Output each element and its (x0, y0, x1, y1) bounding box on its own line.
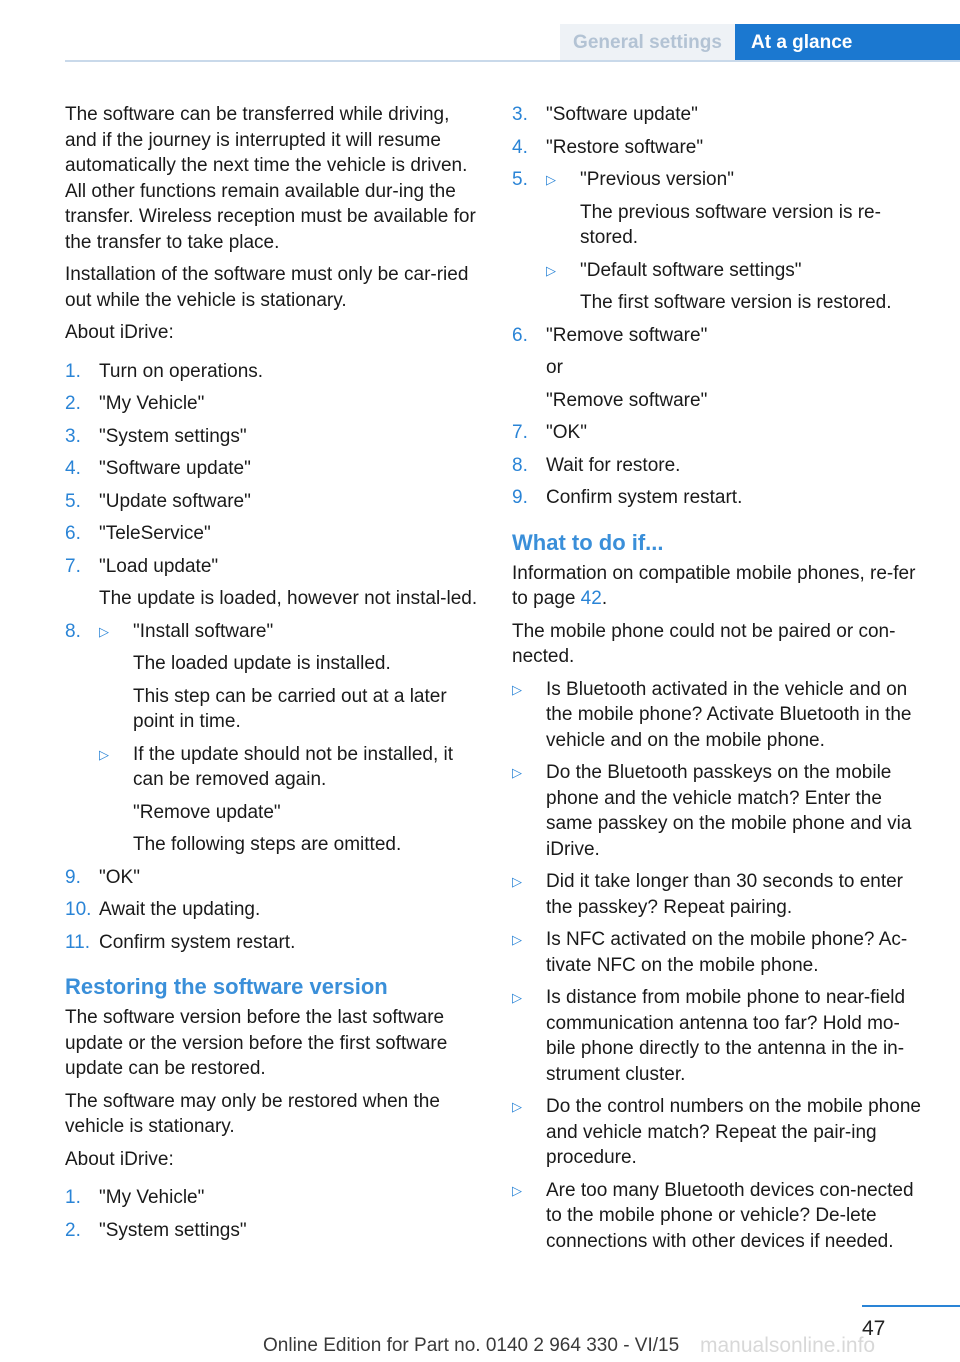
restore-steps-list (65, 1185, 481, 1243)
step-number: 2. (65, 393, 81, 414)
list-item (65, 1218, 481, 1244)
step-description: The loaded update is installed. (133, 653, 391, 674)
list-item (512, 677, 927, 754)
step-number: 11. (65, 931, 91, 953)
bullet-text: Did it take longer than 30 seconds to enter the passkey? Repeat pairing. (546, 871, 904, 918)
step-number: 1. (65, 1187, 81, 1208)
bullet-text: Is Bluetooth activated in the vehicle and on the mobile phone? Activate Bluetooth in the vehicle and on the mobile phone. (546, 678, 912, 751)
watermark: manualsonline.info (700, 1334, 876, 1357)
body-paragraph: About iDrive: (65, 1148, 174, 1170)
body-paragraph: The mobile phone could not be paired or con-nected. (512, 620, 896, 667)
bullet-text: Do the control numbers on the mobile phone and vehicle match? Repeat the pair-ing procedure. (546, 1096, 921, 1168)
step-number: 6. (512, 324, 528, 346)
body-paragraph: The software may only be restored when the vehicle is stationary. (65, 1090, 440, 1137)
step-text: "Default software settings" (580, 259, 802, 281)
restore-steps-list-continued (512, 102, 927, 511)
list-item (65, 1185, 481, 1211)
step-number: 2. (65, 1219, 81, 1241)
page-link[interactable]: 42 (580, 588, 602, 609)
troubleshoot-list (512, 677, 927, 1255)
list-item (65, 619, 481, 858)
triangle-bullet-icon: ▷ (512, 765, 522, 780)
list-item (65, 865, 481, 891)
step-text: "Remove software" (546, 389, 708, 411)
triangle-bullet-icon: ▷ (99, 746, 109, 762)
step-text: Await the updating. (99, 899, 261, 920)
list-item (65, 554, 481, 612)
step-text: If the update should not be installed, it can be removed again. (133, 743, 454, 790)
step-text: "Software update" (546, 104, 698, 125)
step-number: 5. (65, 490, 81, 512)
list-item (65, 391, 481, 417)
step-number: 4. (512, 136, 528, 158)
step-number: 4. (65, 458, 81, 479)
list-item (512, 869, 927, 920)
step-text: "Install software" (133, 620, 274, 642)
step-number: 7. (512, 422, 528, 443)
step-text: "Software update" (99, 458, 251, 479)
step-number: 7. (65, 555, 81, 577)
step-description: The following steps are omitted. (133, 834, 402, 855)
header-section[interactable]: General settings (560, 24, 735, 62)
list-item (512, 453, 927, 479)
list-item (512, 167, 927, 316)
step-text: Confirm system restart. (546, 487, 743, 508)
right-column (512, 102, 927, 1261)
header-tab[interactable]: At a glance (735, 24, 960, 62)
step-or: or (546, 357, 563, 378)
body-paragraph: Information on compatible mobile phones, re-fer to page 42. (512, 562, 916, 609)
step-text: Turn on operations. (99, 360, 264, 382)
list-item (512, 1094, 927, 1171)
list-item (512, 102, 927, 128)
step-text: Wait for restore. (546, 454, 681, 476)
step-text: "Update software" (99, 490, 251, 512)
bullet-text: Is distance from mobile phone to near-field communication antenna too far? Hold mo-bile phone directly to the antenna in the in-strument cluster. (546, 987, 906, 1085)
bullet-text: Are too many Bluetooth devices con-nected to the mobile phone or vehicle? De-lete connections with other devices if needed. (546, 1179, 914, 1252)
list-item (65, 359, 481, 385)
triangle-bullet-icon: ▷ (512, 932, 522, 947)
list-item (512, 323, 927, 414)
list-item (65, 930, 481, 956)
sub-item (99, 742, 481, 858)
intro-paragraph: Installation of the software must only be car-ried out while the vehicle is stationary. (65, 264, 469, 311)
list-item (65, 424, 481, 450)
footer-edition: Online Edition for Part no. 0140 2 964 330 - VI/15 (263, 1335, 680, 1356)
bullet-text: Do the Bluetooth passkeys on the mobile phone and the vehicle match? Enter the same passkey on the mobile phone and via iDrive. (546, 762, 912, 860)
step-text: "OK" (546, 422, 587, 443)
step-number: 1. (65, 360, 81, 382)
footer-rule (862, 1305, 960, 1307)
step-text: "Restore software" (546, 136, 704, 158)
list-item (512, 485, 927, 511)
step-number: 9. (65, 866, 81, 888)
bullet-text: Is NFC activated on the mobile phone? Ac-tivate NFC on the mobile phone. (546, 929, 908, 976)
step-text: "My Vehicle" (99, 393, 205, 414)
list-item (512, 420, 927, 446)
step-text: "Previous version" (580, 169, 734, 190)
step-number: 8. (512, 454, 528, 476)
step-description: The previous software version is re-stored. (580, 201, 881, 248)
page-number: 47 (862, 1317, 886, 1340)
step-text: Confirm system restart. (99, 931, 296, 953)
list-item (65, 897, 481, 923)
list-item (512, 1178, 927, 1255)
list-item (65, 489, 481, 515)
triangle-bullet-icon: ▷ (512, 681, 522, 697)
triangle-bullet-icon: ▷ (546, 172, 556, 187)
step-text: "Remove software" (546, 324, 708, 346)
list-item (65, 456, 481, 482)
step-text: "Load update" (99, 555, 219, 577)
section-heading-what-to-do: What to do if... (512, 529, 664, 555)
step-number: 3. (512, 104, 528, 125)
list-item (512, 927, 927, 978)
sub-item (546, 258, 927, 316)
step-text: "TeleService" (99, 523, 211, 544)
sub-item (546, 167, 927, 251)
triangle-bullet-icon: ▷ (512, 990, 522, 1005)
intro-paragraph: The software can be transferred while driving, and if the journey is interrupted it will resume automatically the next time the vehicle is driven. All other functions remain available dur-ing the transfer. Wireless reception must be available for the transfer to take place. (65, 104, 476, 253)
step-number: 8. (65, 620, 81, 642)
section-heading-restoring: Restoring the software version (65, 974, 388, 999)
step-number: 9. (512, 487, 528, 508)
triangle-bullet-icon: ▷ (99, 623, 109, 639)
step-text: "System settings" (99, 1219, 247, 1241)
list-item (512, 760, 927, 862)
step-text: "OK" (99, 866, 140, 888)
left-column (65, 102, 481, 1250)
body-paragraph: The software version before the last software update or the version before the first software update can be restored. (65, 1007, 448, 1079)
triangle-bullet-icon: ▷ (512, 1182, 522, 1198)
step-text: "System settings" (99, 425, 247, 447)
list-item (512, 135, 927, 161)
list-item (65, 521, 481, 547)
step-number: 5. (512, 169, 528, 190)
header-rule (65, 60, 960, 62)
triangle-bullet-icon: ▷ (512, 874, 522, 889)
update-steps-list (65, 359, 481, 956)
step-text: "My Vehicle" (99, 1187, 205, 1208)
page-header (560, 24, 960, 62)
step-number: 3. (65, 425, 81, 447)
step-number: 6. (65, 523, 81, 544)
step-description: The first software version is restored. (580, 292, 892, 313)
step-description: This step can be carried out at a later point in time. (133, 685, 447, 732)
intro-paragraph: About iDrive: (65, 322, 174, 343)
step-number: 10. (65, 899, 92, 920)
step-description: The update is loaded, however not instal-led. (99, 588, 478, 609)
step-description: "Remove update" (133, 801, 281, 823)
sub-item (99, 619, 481, 735)
triangle-bullet-icon: ▷ (546, 262, 556, 278)
list-item (512, 985, 927, 1087)
triangle-bullet-icon: ▷ (512, 1099, 522, 1114)
